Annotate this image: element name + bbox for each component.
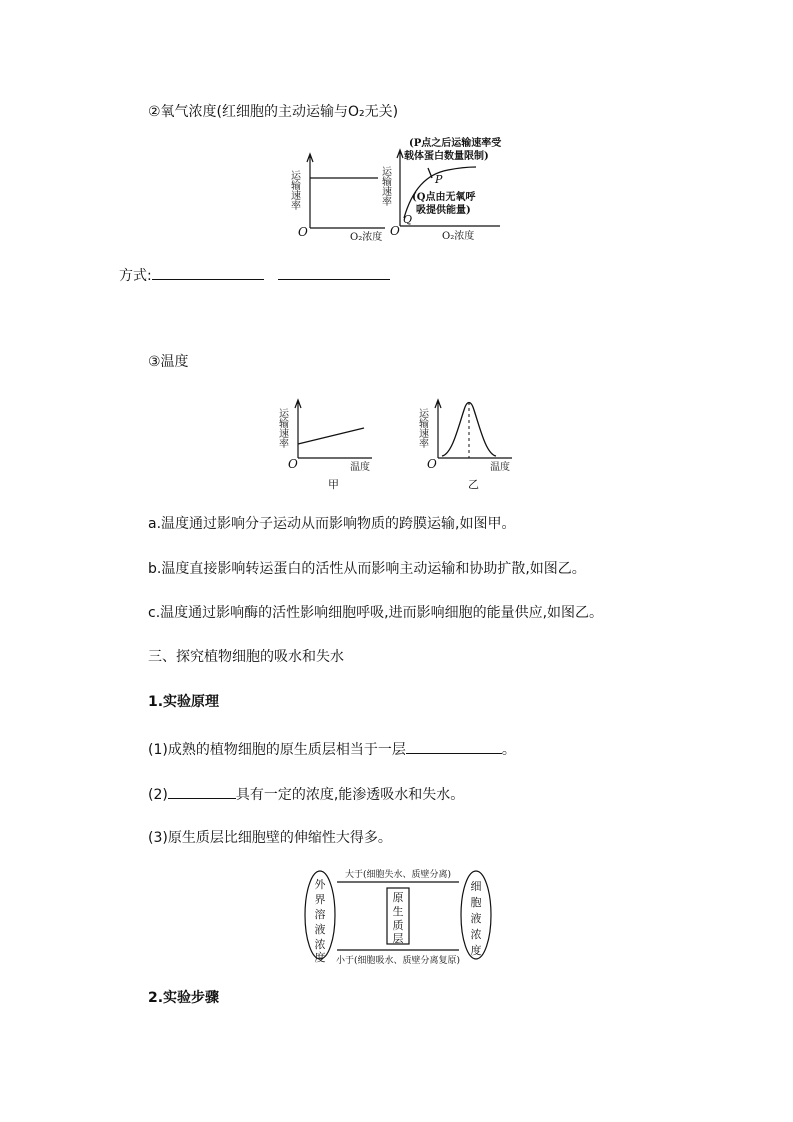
top-label: 大于(细胞失水、质壁分离) — [344, 870, 452, 880]
y-axis — [295, 400, 301, 458]
method-label: 方式: — [119, 268, 152, 284]
cell-sap-text — [471, 880, 482, 957]
temp-item-c: c.温度通过影响酶的活性影响细胞呼吸,进而影响细胞的能量供应,如图乙。 — [148, 605, 604, 621]
svg-text:细: 细 — [470, 880, 482, 893]
svg-text:胞: 胞 — [470, 896, 482, 909]
svg-text:界: 界 — [314, 893, 326, 906]
temp-graph-yi — [416, 398, 520, 493]
temp-graph-jia — [276, 398, 380, 493]
o2-graph-active — [378, 138, 508, 248]
svg-text:原: 原 — [392, 891, 404, 904]
sub-steps: 2.实验步骤 — [148, 990, 220, 1006]
rate-line — [298, 428, 364, 444]
principle-1: (1)成熟的植物细胞的原生质层相当于一层 。 — [148, 739, 516, 759]
bottom-label: 小于(细胞吸水、质壁分离复原) — [335, 956, 461, 966]
principle-1-blank[interactable] — [406, 739, 502, 754]
svg-text:生: 生 — [392, 905, 404, 918]
x-axis-label: O₂浓度 — [350, 232, 383, 243]
svg-text:溶: 溶 — [314, 908, 326, 921]
outer-solution-text — [315, 877, 327, 964]
svg-text:度: 度 — [314, 951, 326, 964]
p-point-label: P — [435, 173, 443, 186]
y-axis — [435, 400, 441, 458]
origin-label: O — [427, 457, 437, 471]
svg-text:液: 液 — [470, 912, 482, 925]
y-axis-label: 运输速率 — [288, 170, 300, 210]
section3-heading: 三、探究植物细胞的吸水和失水 — [148, 649, 344, 665]
temp-item-a: a.温度通过影响分子运动从而影响物质的跨膜运输,如图甲。 — [148, 516, 516, 532]
protoplast-layer-text — [393, 891, 404, 945]
principle-2-blank[interactable] — [168, 784, 236, 799]
principle-3: (3)原生质层比细胞壁的伸缩性大得多。 — [148, 830, 392, 846]
svg-text:浓: 浓 — [470, 928, 482, 941]
q-note-line2: 吸提供能量) — [416, 205, 471, 216]
method-blank-2[interactable] — [278, 265, 390, 280]
origin-label: O — [288, 457, 298, 471]
svg-text:液: 液 — [314, 923, 326, 936]
y-axis-label: 运输速率 — [416, 408, 428, 448]
x-axis-label: 温度 — [490, 462, 510, 473]
origin-label: O — [390, 224, 400, 238]
origin-label: O — [298, 225, 308, 239]
method-line — [119, 265, 390, 285]
temp-item-b: b.温度直接影响转运蛋白的活性从而影响主动运输和协助扩散,如图乙。 — [148, 561, 586, 577]
y-axis-label: 运输速率 — [276, 408, 288, 448]
method-blank-1[interactable] — [152, 265, 264, 280]
caption: 乙 — [468, 478, 479, 491]
o2-heading: ②氧气浓度(红细胞的主动运输与O₂无关) — [148, 104, 399, 120]
osmosis-diagram — [303, 866, 495, 966]
y-axis-label: 运输速率 — [379, 166, 391, 206]
temp-heading: ③温度 — [148, 354, 189, 370]
q-point-label: Q — [403, 213, 413, 226]
p-note-line2: 载体蛋白数量限制) — [404, 151, 489, 162]
principle-2: (2) 具有一定的浓度,能渗透吸水和失水。 — [148, 784, 464, 804]
x-axis-label: O₂浓度 — [442, 231, 475, 242]
y-axis — [307, 154, 313, 228]
svg-text:浓: 浓 — [314, 938, 326, 951]
x-axis-label: 温度 — [350, 462, 370, 473]
p-note-line1: (P点之后运输速率受 — [409, 138, 502, 149]
q-note-line1: (Q点由无氧呼 — [412, 192, 476, 203]
svg-text:外: 外 — [314, 878, 326, 891]
o2-graph-constant — [290, 148, 390, 243]
svg-text:度: 度 — [470, 944, 482, 957]
sub-principle: 1.实验原理 — [148, 694, 220, 710]
svg-text:质: 质 — [392, 919, 404, 932]
svg-text:层: 层 — [392, 932, 404, 945]
caption: 甲 — [328, 478, 339, 491]
